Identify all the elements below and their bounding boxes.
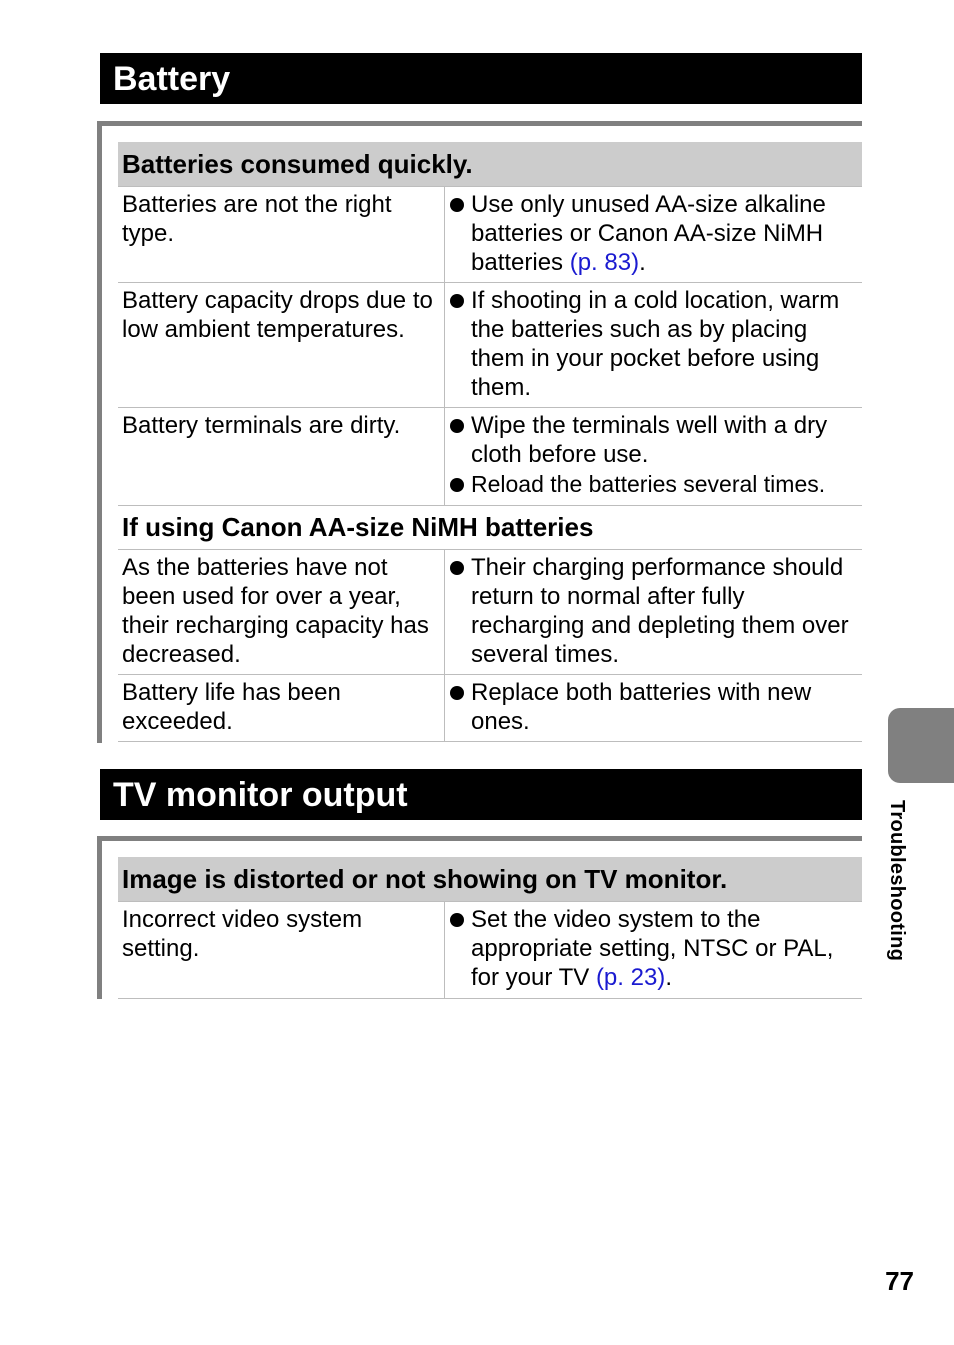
cause-cell: Battery life has been exceeded.	[118, 675, 445, 741]
chapter-label: Troubleshooting	[886, 800, 908, 962]
image-distorted-heading: Image is distorted or not showing on TV monitor.	[118, 857, 862, 902]
remedy-item	[450, 286, 858, 402]
remedy-cell	[445, 902, 862, 998]
remedy-cell	[445, 408, 862, 505]
cause-cell: Batteries are not the right type.	[118, 187, 445, 282]
page-reference-link[interactable]: (p. 83)	[569, 249, 640, 276]
cause-cell: Incorrect video system setting.	[118, 902, 445, 998]
bullet-icon	[450, 686, 464, 700]
bullet-icon	[450, 913, 464, 927]
remedy-text: Wipe the terminals well with a dry cloth before use.	[471, 412, 828, 468]
table-row	[118, 902, 862, 999]
battery-section-title: Battery	[100, 53, 862, 104]
battery-troubleshooting-table	[97, 121, 862, 743]
bullet-icon	[450, 294, 464, 308]
batteries-consumed-heading: Batteries consumed quickly.	[118, 142, 862, 187]
remedy-item	[450, 678, 858, 736]
tv-troubleshooting-table	[97, 836, 862, 999]
bullet-icon	[450, 561, 464, 575]
remedy-cell	[445, 675, 862, 741]
table-row	[118, 283, 862, 408]
bullet-icon	[450, 478, 464, 492]
table-row	[118, 408, 862, 506]
remedy-item: Set the video system to the appropriate setting, NTSC or PAL, for your TV (p. 23).	[450, 905, 858, 992]
table-row	[118, 550, 862, 675]
page-reference-link[interactable]: (p. 23)	[595, 964, 666, 991]
remedy-text: If shooting in a cold location, warm the batteries such as by placing them in your pocket before using them.	[471, 287, 840, 401]
remedy-text: Reload the batteries several times.	[471, 471, 826, 497]
table-row	[118, 187, 862, 283]
remedy-cell	[445, 283, 862, 407]
nimh-batteries-heading: If using Canon AA-size NiMH batteries	[118, 506, 862, 550]
table-row	[118, 675, 862, 742]
cause-cell: As the batteries have not been used for over a year, their recharging capacity has decreased.	[118, 550, 445, 674]
bullet-icon	[450, 419, 464, 433]
page-number: 77	[885, 1266, 914, 1296]
remedy-item	[450, 470, 858, 499]
cause-cell: Battery terminals are dirty.	[118, 408, 445, 505]
chapter-tab	[888, 708, 954, 783]
tv-section-title: TV monitor output	[100, 769, 862, 820]
remedy-text: Use only unused AA-size alkaline batteries or Canon AA-size NiMH batteries	[471, 191, 826, 276]
remedy-text: Their charging performance should return to normal after fully recharging and depleting them over several times.	[471, 554, 849, 668]
remedy-cell	[445, 187, 862, 282]
remedy-text: Set the video system to the appropriate setting, NTSC or PAL, for your TV	[471, 906, 834, 991]
remedy-cell	[445, 550, 862, 674]
bullet-icon	[450, 198, 464, 212]
remedy-item	[450, 553, 858, 669]
cause-cell: Battery capacity drops due to low ambient temperatures.	[118, 283, 445, 407]
remedy-text: Replace both batteries with new ones.	[471, 679, 812, 735]
remedy-item: Use only unused AA-size alkaline batteries or Canon AA-size NiMH batteries (p. 83).	[450, 190, 858, 277]
remedy-item	[450, 411, 858, 469]
